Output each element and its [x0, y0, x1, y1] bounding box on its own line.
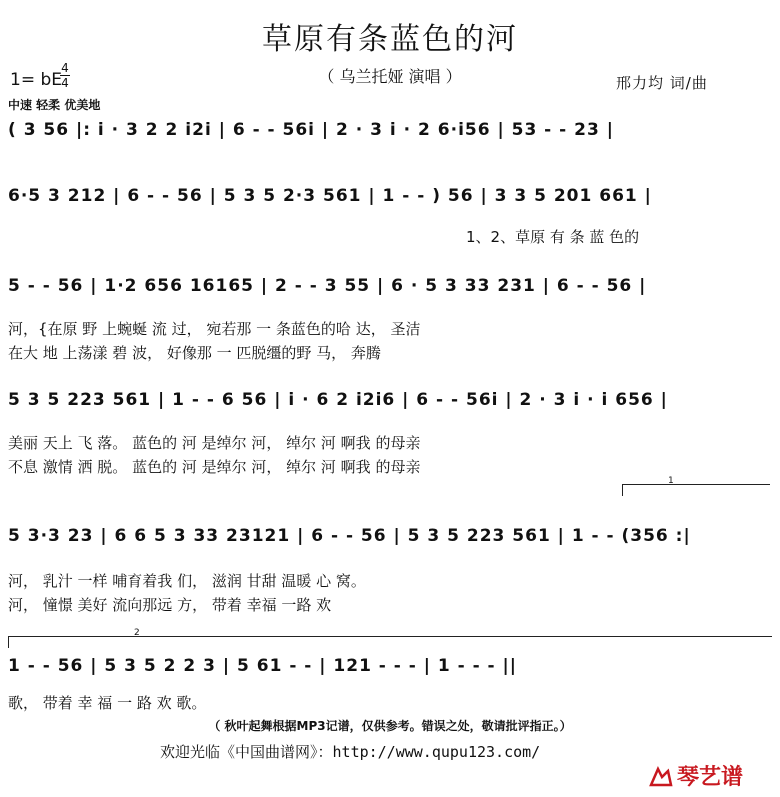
- welcome-link[interactable]: 欢迎光临《中国曲谱网》：http://www.qupu123.com/: [160, 743, 541, 761]
- tempo-marking: 中速 轻柔 优美地: [8, 98, 101, 112]
- score-row-6: 1 - - 56 | 5 3 5 2 2 3 | 5 61 - - | 121 - - - | 1 - - - ||: [8, 656, 517, 676]
- lyrics-row-4-verse-2: 不息 激情 洒 脱。 蓝色的 河 是绰尔 河， 绰尔 河 啊我 的母亲: [8, 458, 421, 476]
- time-signature-bottom: 4: [61, 76, 69, 90]
- volta-2-number: 2: [134, 628, 140, 638]
- volta-1-bracket: [622, 484, 770, 485]
- score-row-4: 5 3 5 223 561 | 1 - - 6 56 | i · 6 2 i2i6 | 6 - - 56i | 2 · 3 i · i 656 |: [8, 390, 668, 410]
- lyrics-row-3-verse-2: 在大 地 上荡漾 碧 波， 好像那 一 匹脱缰的野 马， 奔腾: [8, 344, 381, 362]
- score-row-3: 5 - - 56 | 1·2 656 16165 | 2 - - 3 55 | 6 · 5 3 33 231 | 6 - - 56 |: [8, 276, 647, 296]
- transcription-note: （ 秋叶起舞根据MP3记谱，仅供参考。错误之处，敬请批评指正。）: [208, 719, 572, 733]
- singer-credit: （ 乌兰托娅 演唱 ）: [318, 67, 462, 86]
- page-title: 草原有条蓝色的河: [262, 22, 518, 57]
- score-row-1: ( 3 56 |: i · 3 2 2 i2i | 6 - - 56i | 2 · 3 i · 2 6·i56 | 53 - - 23 |: [8, 120, 614, 140]
- lyrics-row-5-verse-2: 河， 憧憬 美好 流向那远 方， 带着 幸福 一路 欢: [8, 596, 332, 614]
- logo-icon: [648, 765, 674, 791]
- score-row-2: 6·5 3 212 | 6 - - 56 | 5 3 5 2·3 561 | 1 - - ) 56 | 3 3 5 201 661 |: [8, 186, 652, 206]
- logo-text: 琴艺谱: [677, 765, 744, 790]
- composer-credit: 邢力均 词/曲: [616, 74, 708, 92]
- time-signature-top: 4: [61, 61, 69, 75]
- volta-2-tick: [8, 636, 9, 648]
- volta-1-number: 1: [668, 476, 674, 486]
- lyrics-row-3-verse-1: 河，{在原 野 上蜿蜒 流 过， 宛若那 一 条蓝色的哈 达， 圣洁: [8, 320, 421, 338]
- score-row-5: 5 3·3 23 | 6 6 5 3 33 23121 | 6 - - 56 | 5 3 5 223 561 | 1 - - (356 :|: [8, 526, 691, 546]
- lyrics-row-2: 1、2、草原 有 条 蓝 色的: [466, 228, 640, 246]
- lyrics-row-5-verse-1: 河， 乳汁 一样 哺育着我 们， 滋润 甘甜 温暖 心 窝。: [8, 572, 366, 590]
- time-signature: [60, 62, 70, 89]
- lyrics-row-4-verse-1: 美丽 天上 飞 落。 蓝色的 河 是绰尔 河， 绰尔 河 啊我 的母亲: [8, 434, 421, 452]
- key-signature: 1= bE: [10, 70, 62, 90]
- volta-2-bracket: [8, 636, 772, 637]
- lyrics-row-6: 歌， 带着 幸 福 一 路 欢 歌。: [8, 694, 207, 712]
- site-logo: [648, 760, 743, 791]
- volta-1-tick: [622, 484, 623, 496]
